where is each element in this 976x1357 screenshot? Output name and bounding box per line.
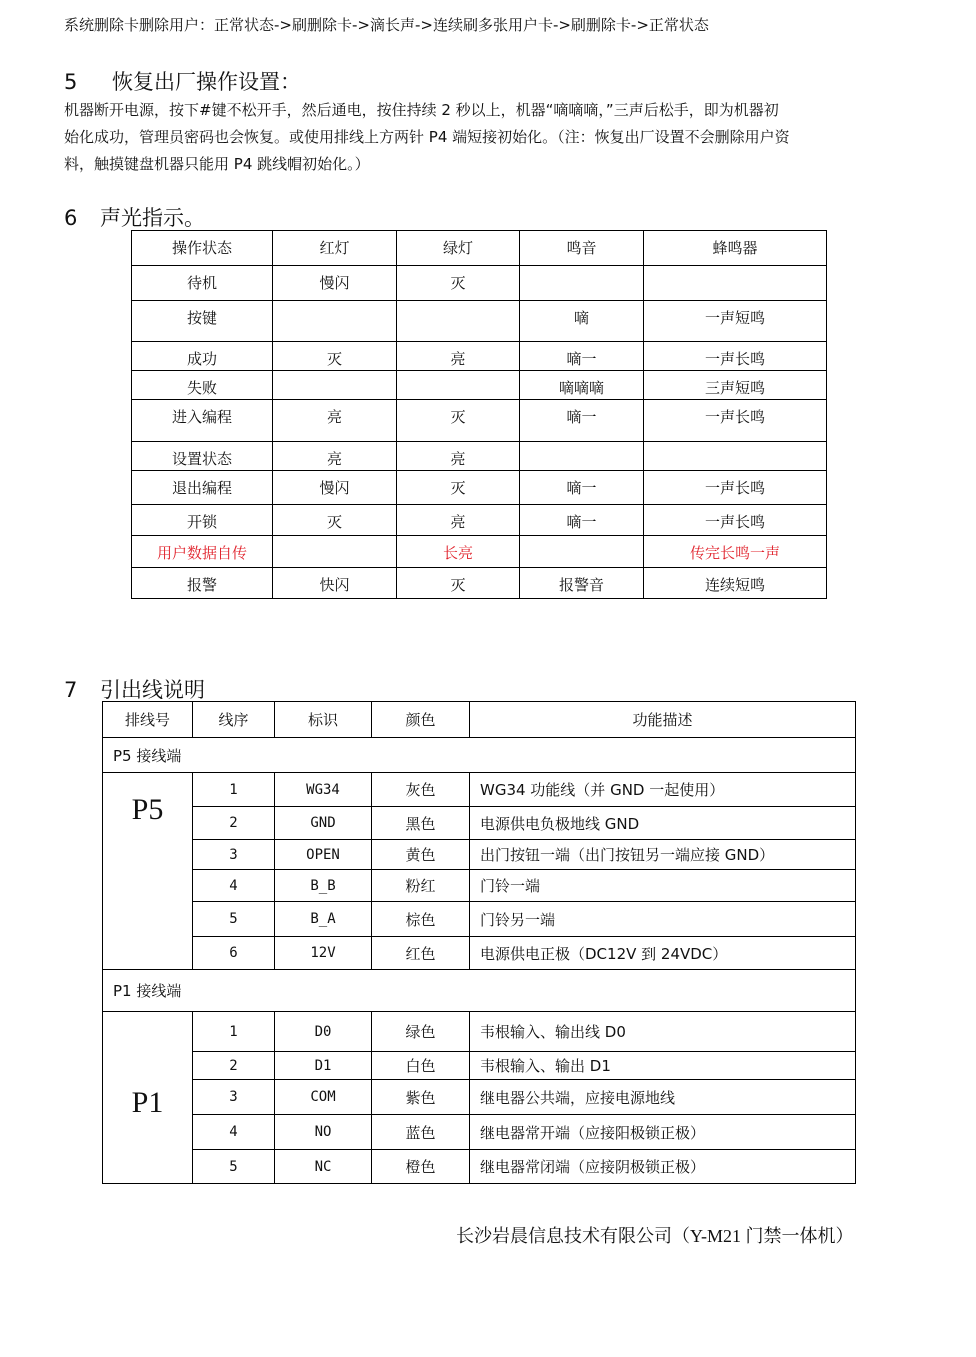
table-cell: OPEN (275, 840, 372, 870)
table-cell: 棕色 (372, 902, 470, 937)
table-header-row (132, 231, 827, 266)
table-cell-highlight: 传完长鸣一声 (644, 536, 827, 568)
table-cell: 一声短鸣 (644, 301, 827, 342)
table-cell: 门铃另一端 (470, 902, 856, 937)
table-cell: 退出编程 (132, 471, 273, 505)
table-cell: 3 (193, 1080, 275, 1115)
table-cell: 设置状态 (132, 442, 273, 471)
table-row (103, 773, 856, 807)
table-cell (520, 442, 644, 471)
group-row-p1 (103, 970, 856, 1012)
connector-p5-label: P5 (103, 773, 193, 970)
table-cell: B_B (275, 870, 372, 902)
table-cell: 灭 (397, 266, 520, 301)
table-cell: 绿色 (372, 1012, 470, 1052)
table-cell: 继电器公共端，应接电源地线 (470, 1080, 856, 1115)
table-cell: 一声长鸣 (644, 400, 827, 442)
table-cell (397, 301, 520, 342)
table-cell: WG34 功能线（并 GND 一起使用） (470, 773, 856, 807)
table-cell: COM (275, 1080, 372, 1115)
table-cell (273, 301, 397, 342)
header-cell: 标识 (275, 702, 372, 738)
table-cell: 灭 (273, 342, 397, 371)
table-cell: 开锁 (132, 505, 273, 536)
header-cell: 绿灯 (397, 231, 520, 266)
table-cell: 灰色 (372, 773, 470, 807)
table-cell: 6 (193, 937, 275, 970)
paragraph-line: 始化成功，管理员密码也会恢复。或使用排线上方两针 P4 端短接初始化。（注：恢复出厂设置不会删除用户资 (64, 128, 790, 146)
table-row (103, 840, 856, 870)
table-cell: 按键 (132, 301, 273, 342)
header-cell: 功能描述 (470, 702, 856, 738)
table-cell: 红色 (372, 937, 470, 970)
table-cell: 5 (193, 902, 275, 937)
table-header-row (103, 702, 856, 738)
table-cell: 一声长鸣 (644, 342, 827, 371)
table-cell: 蓝色 (372, 1115, 470, 1150)
table-row (132, 371, 827, 400)
table-cell: 4 (193, 1115, 275, 1150)
footer-company: 长沙岩晨信息技术有限公司（Y-M21 门禁一体机） (456, 1226, 854, 1246)
table-cell: 1 (193, 1012, 275, 1052)
intro-line: 系统删除卡删除用户：正常状态->刷删除卡->滴长声->连续刷多张用户卡->刷删除卡->正常状态 (64, 16, 709, 34)
table-cell: 嘀一 (520, 342, 644, 371)
table-cell (520, 266, 644, 301)
table-cell: 韦根输入、输出线 D0 (470, 1012, 856, 1052)
connector-p1-label: P1 (103, 1012, 193, 1184)
section7-heading (64, 674, 205, 704)
table-cell: 3 (193, 840, 275, 870)
header-cell: 鸣音 (520, 231, 644, 266)
table-cell: 亮 (273, 400, 397, 442)
group-label: P1 接线端 (103, 970, 856, 1012)
table-cell: 5 (193, 1150, 275, 1184)
table-cell: 进入编程 (132, 400, 273, 442)
indicator-table (131, 230, 827, 599)
table-cell: 2 (193, 1052, 275, 1080)
section7-number: 7 (64, 678, 78, 702)
table-cell (273, 371, 397, 400)
header-cell: 操作状态 (132, 231, 273, 266)
table-cell: 嘀嘀嘀 (520, 371, 644, 400)
table-cell: NO (275, 1115, 372, 1150)
table-cell: 粉红 (372, 870, 470, 902)
table-cell: 灭 (397, 471, 520, 505)
table-cell: B_A (275, 902, 372, 937)
table-cell: 12V (275, 937, 372, 970)
table-cell: 慢闪 (273, 471, 397, 505)
table-cell: 一声长鸣 (644, 471, 827, 505)
table-row (103, 1150, 856, 1184)
table-row (103, 937, 856, 970)
table-cell: 三声短鸣 (644, 371, 827, 400)
table-cell-highlight: 长亮 (397, 536, 520, 568)
header-cell: 排线号 (103, 702, 193, 738)
table-cell: 出门按钮一端（出门按钮另一端应接 GND） (470, 840, 856, 870)
group-row-p5 (103, 738, 856, 773)
table-cell: 4 (193, 870, 275, 902)
table-cell: D0 (275, 1012, 372, 1052)
table-row (132, 400, 827, 442)
section5-heading (64, 66, 301, 96)
table-cell: 嘀 (520, 301, 644, 342)
header-cell: 蜂鸣器 (644, 231, 827, 266)
table-cell: 快闪 (273, 568, 397, 599)
table-cell: 电源供电负极地线 GND (470, 807, 856, 840)
table-cell: 橙色 (372, 1150, 470, 1184)
table-row (103, 1115, 856, 1150)
table-cell: 继电器常开端（应接阳极锁正极） (470, 1115, 856, 1150)
table-cell (644, 266, 827, 301)
table-row (103, 870, 856, 902)
table-cell: NC (275, 1150, 372, 1184)
section5-number: 5 (64, 70, 78, 94)
table-cell: 灭 (397, 568, 520, 599)
table-cell: 亮 (397, 442, 520, 471)
table-cell: 成功 (132, 342, 273, 371)
table-cell: 黄色 (372, 840, 470, 870)
table-cell: 继电器常闭端（应接阴极锁正极） (470, 1150, 856, 1184)
section6-title: 声光指示。 (100, 206, 205, 230)
table-row (103, 1080, 856, 1115)
paragraph-line: 机器断开电源，按下#键不松开手，然后通电，按住持续 2 秒以上，机器“嘀嘀嘀，”三声后松手，即为机器初 (64, 101, 779, 119)
table-cell: 亮 (273, 442, 397, 471)
table-cell: 失败 (132, 371, 273, 400)
header-cell: 颜色 (372, 702, 470, 738)
table-row (132, 471, 827, 505)
table-cell (520, 536, 644, 568)
header-cell: 红灯 (273, 231, 397, 266)
table-cell: 门铃一端 (470, 870, 856, 902)
section5-paragraph (64, 97, 914, 178)
table-cell: 灭 (397, 400, 520, 442)
table-row (103, 1012, 856, 1052)
table-cell: 嘀一 (520, 505, 644, 536)
table-row (103, 902, 856, 937)
table-cell: GND (275, 807, 372, 840)
table-cell: 慢闪 (273, 266, 397, 301)
table-cell: 报警 (132, 568, 273, 599)
section6-heading (64, 202, 205, 232)
table-cell: 嘀一 (520, 400, 644, 442)
table-row (132, 568, 827, 599)
table-cell: 韦根输入、输出 D1 (470, 1052, 856, 1080)
table-row (132, 536, 827, 568)
wiring-table (102, 701, 856, 1184)
table-cell-highlight: 用户数据自传 (132, 536, 273, 568)
table-cell: 嘀一 (520, 471, 644, 505)
table-row (132, 266, 827, 301)
table-row (132, 301, 827, 342)
group-label: P5 接线端 (103, 738, 856, 773)
section5-title: 恢复出厂操作设置： (112, 70, 301, 94)
table-row (132, 342, 827, 371)
table-cell: 亮 (397, 342, 520, 371)
table-row (103, 1052, 856, 1080)
header-cell: 线序 (193, 702, 275, 738)
table-cell: 报警音 (520, 568, 644, 599)
table-row (103, 807, 856, 840)
table-cell: WG34 (275, 773, 372, 807)
table-cell: 连续短鸣 (644, 568, 827, 599)
paragraph-line: 料，触摸键盘机器只能用 P4 跳线帽初始化。） (64, 155, 370, 173)
section7-title: 引出线说明 (100, 678, 205, 702)
table-row (132, 505, 827, 536)
table-cell: 亮 (397, 505, 520, 536)
table-cell: 2 (193, 807, 275, 840)
table-cell: 待机 (132, 266, 273, 301)
table-cell: D1 (275, 1052, 372, 1080)
table-cell: 紫色 (372, 1080, 470, 1115)
table-cell: 电源供电正极（DC12V 到 24VDC） (470, 937, 856, 970)
table-cell: 1 (193, 773, 275, 807)
table-cell: 黑色 (372, 807, 470, 840)
table-cell: 灭 (273, 505, 397, 536)
table-cell: 一声长鸣 (644, 505, 827, 536)
table-cell (644, 442, 827, 471)
table-cell: 白色 (372, 1052, 470, 1080)
table-cell (397, 371, 520, 400)
table-cell (273, 536, 397, 568)
section6-number: 6 (64, 206, 78, 230)
table-row (132, 442, 827, 471)
